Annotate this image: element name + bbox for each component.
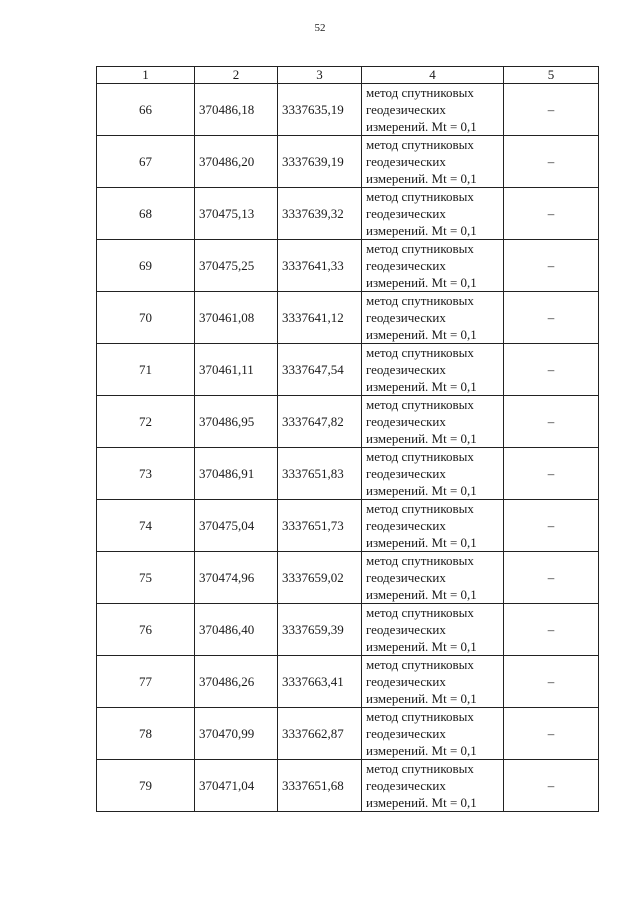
point-number: 78 (97, 708, 195, 760)
point-number: 76 (97, 604, 195, 656)
measurement-method: метод спутниковых геодезических измерений. Mt = 0,1 (362, 500, 504, 552)
measurement-method: метод спутниковых геодезических измерений. Mt = 0,1 (362, 708, 504, 760)
note-cell: – (504, 188, 599, 240)
note-cell: – (504, 396, 599, 448)
measurement-method: метод спутниковых геодезических измерений. Mt = 0,1 (362, 448, 504, 500)
coordinate-x: 370486,18 (195, 84, 278, 136)
note-cell: – (504, 604, 599, 656)
point-number: 72 (97, 396, 195, 448)
table-row (97, 760, 599, 812)
coordinate-x: 370486,91 (195, 448, 278, 500)
table-row (97, 500, 599, 552)
coordinate-y: 3337639,19 (278, 136, 362, 188)
table-row (97, 708, 599, 760)
table-row (97, 188, 599, 240)
note-cell: – (504, 136, 599, 188)
coordinate-x: 370486,40 (195, 604, 278, 656)
note-cell: – (504, 760, 599, 812)
header-col-3: 3 (278, 67, 362, 84)
coordinate-y: 3337639,32 (278, 188, 362, 240)
table-row (97, 136, 599, 188)
note-cell: – (504, 292, 599, 344)
point-number: 69 (97, 240, 195, 292)
measurement-method: метод спутниковых геодезических измерений. Mt = 0,1 (362, 344, 504, 396)
measurement-method: метод спутниковых геодезических измерений. Mt = 0,1 (362, 136, 504, 188)
measurement-method: метод спутниковых геодезических измерений. Mt = 0,1 (362, 656, 504, 708)
coordinate-y: 3337635,19 (278, 84, 362, 136)
point-number: 79 (97, 760, 195, 812)
measurement-method: метод спутниковых геодезических измерений. Mt = 0,1 (362, 292, 504, 344)
measurement-method: метод спутниковых геодезических измерений. Mt = 0,1 (362, 396, 504, 448)
header-col-2: 2 (195, 67, 278, 84)
note-cell: – (504, 708, 599, 760)
note-cell: – (504, 500, 599, 552)
coordinate-y: 3337659,39 (278, 604, 362, 656)
note-cell: – (504, 448, 599, 500)
table-row (97, 448, 599, 500)
table-body (97, 84, 599, 812)
table-row (97, 656, 599, 708)
coordinate-y: 3337651,83 (278, 448, 362, 500)
coordinate-x: 370461,08 (195, 292, 278, 344)
table-row (97, 604, 599, 656)
coordinate-y: 3337641,33 (278, 240, 362, 292)
coordinate-x: 370486,20 (195, 136, 278, 188)
point-number: 70 (97, 292, 195, 344)
coordinate-y: 3337662,87 (278, 708, 362, 760)
coordinate-y: 3337663,41 (278, 656, 362, 708)
coordinate-y: 3337647,54 (278, 344, 362, 396)
coordinate-x: 370470,99 (195, 708, 278, 760)
coordinate-x: 370471,04 (195, 760, 278, 812)
coordinate-x: 370486,26 (195, 656, 278, 708)
table-row (97, 344, 599, 396)
coordinate-y: 3337641,12 (278, 292, 362, 344)
coordinate-x: 370475,25 (195, 240, 278, 292)
measurement-method: метод спутниковых геодезических измерений. Mt = 0,1 (362, 84, 504, 136)
coordinates-table (96, 66, 599, 812)
note-cell: – (504, 344, 599, 396)
point-number: 66 (97, 84, 195, 136)
coordinate-y: 3337659,02 (278, 552, 362, 604)
measurement-method: метод спутниковых геодезических измерений. Mt = 0,1 (362, 760, 504, 812)
measurement-method: метод спутниковых геодезических измерений. Mt = 0,1 (362, 552, 504, 604)
measurement-method: метод спутниковых геодезических измерений. Mt = 0,1 (362, 188, 504, 240)
page-number: 52 (314, 22, 326, 34)
note-cell: – (504, 552, 599, 604)
coordinate-y: 3337647,82 (278, 396, 362, 448)
table-row (97, 552, 599, 604)
note-cell: – (504, 240, 599, 292)
header-col-4: 4 (362, 67, 504, 84)
point-number: 74 (97, 500, 195, 552)
coordinate-x: 370486,95 (195, 396, 278, 448)
point-number: 75 (97, 552, 195, 604)
table-row (97, 84, 599, 136)
coordinate-x: 370475,04 (195, 500, 278, 552)
point-number: 68 (97, 188, 195, 240)
note-cell: – (504, 656, 599, 708)
header-col-1: 1 (97, 67, 195, 84)
coordinate-x: 370475,13 (195, 188, 278, 240)
measurement-method: метод спутниковых геодезических измерений. Mt = 0,1 (362, 240, 504, 292)
header-row (97, 67, 599, 84)
table-row (97, 240, 599, 292)
header-col-5: 5 (504, 67, 599, 84)
measurement-method: метод спутниковых геодезических измерений. Mt = 0,1 (362, 604, 504, 656)
point-number: 71 (97, 344, 195, 396)
coordinate-y: 3337651,68 (278, 760, 362, 812)
table-row (97, 396, 599, 448)
point-number: 67 (97, 136, 195, 188)
coordinate-y: 3337651,73 (278, 500, 362, 552)
point-number: 73 (97, 448, 195, 500)
point-number: 77 (97, 656, 195, 708)
note-cell: – (504, 84, 599, 136)
coordinate-x: 370474,96 (195, 552, 278, 604)
table-header (97, 67, 599, 84)
coordinate-x: 370461,11 (195, 344, 278, 396)
table-row (97, 292, 599, 344)
